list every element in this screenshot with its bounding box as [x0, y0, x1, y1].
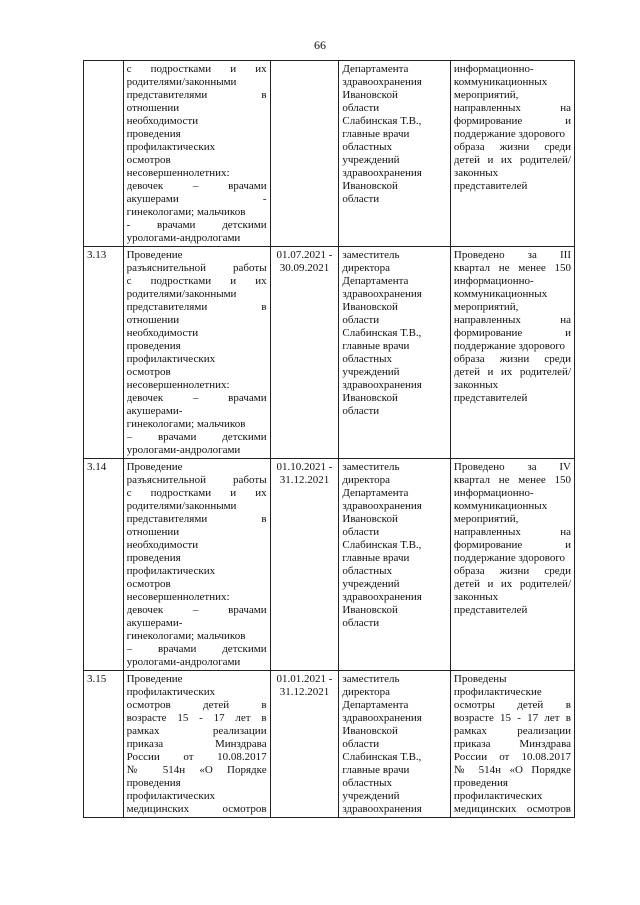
cell-text-line: осмотров: [126, 578, 171, 590]
cell-text-line: № 514н «О Порядке: [453, 764, 571, 776]
cell-text-line: 01.07.2021 -: [276, 249, 333, 261]
cell-text-line: формирование и: [453, 115, 571, 127]
cell-text-line: рамках реализации: [453, 725, 571, 737]
cell-text-line: информационно-: [453, 63, 534, 75]
date-cell: [270, 247, 339, 459]
cell-text-line: родителями/законными: [126, 288, 237, 300]
cell-text-line: заместитель: [342, 673, 400, 685]
cell-text-line: законных: [453, 591, 499, 603]
responsible-cell: [339, 247, 451, 459]
cell-text-line: медицинских осмотров: [453, 803, 571, 815]
cell-text-line: областных: [342, 141, 393, 153]
cell-text-line: области: [342, 738, 380, 750]
cell-text-line: поддержание здорового: [453, 552, 566, 564]
cell-text-line: с подростками и их: [126, 275, 267, 287]
cell-text-line: Слабинская Т.В.,: [342, 327, 422, 339]
cell-text-line: 01.01.2021 -: [276, 673, 333, 685]
event-cell: [123, 459, 270, 671]
cell-text-line: областных: [342, 777, 393, 789]
cell-text-line: Департамента: [342, 699, 409, 711]
date-cell: [270, 671, 339, 818]
table-row: [84, 61, 575, 247]
cell-text-line: отношении: [126, 314, 180, 326]
cell-text-line: акушерами-: [126, 617, 183, 629]
cell-text-line: информационно-: [453, 487, 534, 499]
cell-text-line: учреждений: [342, 366, 400, 378]
cell-text-line: девочек – врачами: [126, 180, 267, 192]
cell-text-line: необходимости: [126, 539, 199, 551]
cell-text-line: несовершеннолетних:: [126, 167, 230, 179]
cell-text-line: акушерами-: [126, 405, 183, 417]
cell-text-line: возрасте 15 - 17 лет в: [453, 712, 571, 724]
cell-text-line: Департамента: [342, 275, 409, 287]
cell-text-line: области: [342, 405, 380, 417]
cell-text-line: Ивановской: [342, 725, 398, 737]
cell-text-line: проведения: [126, 777, 181, 789]
responsible-cell: [339, 459, 451, 671]
cell-text-line: детей и их родителей/: [453, 154, 571, 166]
row-number-cell: 3.14: [84, 459, 124, 671]
cell-text-line: области: [342, 617, 380, 629]
cell-text-line: заместитель: [342, 461, 400, 473]
event-cell: [123, 61, 270, 247]
cell-text-line: Ивановской: [342, 392, 398, 404]
cell-text-line: России от 10.08.2017: [453, 751, 571, 763]
cell-text-line: несовершеннолетних:: [126, 379, 230, 391]
cell-text-line: учреждений: [342, 578, 400, 590]
cell-text-line: разъяснительной работы: [126, 474, 267, 486]
cell-text-line: гинекологами; мальчиков: [126, 630, 246, 642]
cell-text-line: формирование и: [453, 327, 571, 339]
cell-text-line: профилактических: [126, 141, 216, 153]
cell-text-line: учреждений: [342, 790, 400, 802]
cell-text-line: коммуникационных: [453, 288, 548, 300]
cell-text-line: главные врачи: [342, 764, 410, 776]
cell-text-line: областных: [342, 353, 393, 365]
row-number-cell: [84, 61, 124, 247]
cell-text-line: области: [342, 314, 380, 326]
cell-text-line: 01.10.2021 -: [276, 461, 333, 473]
table-row: [84, 671, 575, 818]
result-cell: [450, 61, 574, 247]
cell-text-line: директора: [342, 262, 390, 274]
cell-text-line: директора: [342, 474, 390, 486]
result-cell: [450, 671, 574, 818]
cell-text-line: здравоохранения: [342, 500, 422, 512]
cell-text-line: отношении: [126, 526, 180, 538]
cell-text-line: проведения: [453, 777, 508, 789]
cell-text-line: 30.09.2021: [279, 262, 330, 274]
cell-text-line: отношении: [126, 102, 180, 114]
cell-text-line: представителями в: [126, 301, 267, 313]
cell-text-line: здравоохранения: [342, 591, 422, 603]
cell-text-line: необходимости: [126, 327, 199, 339]
cell-text-line: заместитель: [342, 249, 400, 261]
cell-text-line: мероприятий,: [453, 301, 519, 313]
table-row: [84, 247, 575, 459]
cell-text-line: детей и их родителей/: [453, 366, 571, 378]
cell-text-line: – врачами детскими: [126, 643, 267, 655]
cell-text-line: главные врачи: [342, 552, 410, 564]
cell-text-line: информационно-: [453, 275, 534, 287]
cell-text-line: направленных на: [453, 526, 571, 538]
cell-text-line: урологами-андрологами: [126, 232, 241, 244]
cell-text-line: Департамента: [342, 487, 409, 499]
cell-text-line: гинекологами; мальчиков: [126, 206, 246, 218]
cell-text-line: профилактических: [453, 790, 543, 802]
cell-text-line: урологами-андрологами: [126, 444, 241, 456]
cell-text-line: Проведение: [126, 673, 183, 685]
cell-text-line: Ивановской: [342, 301, 398, 313]
cell-text-line: здравоохранения: [342, 379, 422, 391]
cell-text-line: здравоохранения: [342, 712, 422, 724]
cell-text-line: представителями в: [126, 513, 267, 525]
cell-text-line: представителей: [453, 180, 528, 192]
responsible-cell: [339, 61, 451, 247]
cell-text-line: России от 10.08.2017: [126, 751, 267, 763]
cell-text-line: родителями/законными: [126, 76, 237, 88]
cell-text-line: мероприятий,: [453, 513, 519, 525]
cell-text-line: медицинских осмотров: [126, 803, 267, 815]
cell-text-line: коммуникационных: [453, 76, 548, 88]
cell-text-line: с подростками и их: [126, 63, 267, 75]
cell-text-line: осмотров детей в: [126, 699, 267, 711]
cell-text-line: родителями/законными: [126, 500, 237, 512]
cell-text-line: приказа Минздрава: [126, 738, 267, 750]
date-cell: [270, 61, 339, 247]
cell-text-line: образа жизни среди: [453, 353, 571, 365]
cell-text-line: учреждений: [342, 154, 400, 166]
cell-text-line: квартал не менее 150: [453, 262, 571, 274]
cell-text-line: поддержание здорового: [453, 340, 566, 352]
cell-text-line: Слабинская Т.В.,: [342, 539, 422, 551]
cell-text-line: осмотры детей в: [453, 699, 571, 711]
result-cell: [450, 247, 574, 459]
cell-text-line: Проведение: [126, 249, 183, 261]
cell-text-line: области: [342, 193, 380, 205]
cell-text-line: 31.12.2021: [279, 474, 330, 486]
cell-text-line: направленных на: [453, 102, 571, 114]
cell-text-line: представителями в: [126, 89, 267, 101]
cell-text-line: образа жизни среди: [453, 565, 571, 577]
cell-text-line: профилактических: [126, 686, 216, 698]
cell-text-line: профилактических: [126, 353, 216, 365]
cell-text-line: проведения: [126, 340, 181, 352]
cell-text-line: профилактических: [126, 790, 216, 802]
cell-text-line: законных: [453, 167, 499, 179]
cell-text-line: разъяснительной работы: [126, 262, 267, 274]
cell-text-line: необходимости: [126, 115, 199, 127]
cell-text-line: № 514н «О Порядке: [126, 764, 267, 776]
cell-text-line: - врачами детскими: [126, 219, 267, 231]
cell-text-line: здравоохранения: [342, 288, 422, 300]
cell-text-line: образа жизни среди: [453, 141, 571, 153]
cell-text-line: проведения: [126, 128, 181, 140]
cell-text-line: гинекологами; мальчиков: [126, 418, 246, 430]
result-cell: [450, 459, 574, 671]
cell-text-line: мероприятий,: [453, 89, 519, 101]
cell-text-line: осмотров: [126, 366, 171, 378]
cell-text-line: главные врачи: [342, 128, 410, 140]
cell-text-line: Ивановской: [342, 513, 398, 525]
cell-text-line: проведения: [126, 552, 181, 564]
cell-text-line: приказа Минздрава: [453, 738, 571, 750]
measures-table: [83, 60, 575, 818]
cell-text-line: формирование и: [453, 539, 571, 551]
cell-text-line: рамках реализации: [126, 725, 267, 737]
cell-text-line: Ивановской: [342, 180, 398, 192]
cell-text-line: здравоохранения: [342, 76, 422, 88]
cell-text-line: Департамента: [342, 63, 409, 75]
cell-text-line: возрасте 15 - 17 лет в: [126, 712, 267, 724]
cell-text-line: Ивановской: [342, 89, 398, 101]
cell-text-line: областных: [342, 565, 393, 577]
cell-text-line: осмотров: [126, 154, 171, 166]
cell-text-line: профилактические: [453, 686, 542, 698]
cell-text-line: Слабинская Т.В.,: [342, 115, 422, 127]
cell-text-line: 31.12.2021: [279, 686, 330, 698]
cell-text-line: девочек – врачами: [126, 392, 267, 404]
cell-text-line: профилактических: [126, 565, 216, 577]
date-cell: [270, 459, 339, 671]
cell-text-line: области: [342, 526, 380, 538]
cell-text-line: квартал не менее 150: [453, 474, 571, 486]
cell-text-line: детей и их родителей/: [453, 578, 571, 590]
cell-text-line: области: [342, 102, 380, 114]
cell-text-line: Проведено за IV: [453, 461, 571, 473]
row-number-cell: 3.15: [84, 671, 124, 818]
cell-text-line: урологами-андрологами: [126, 656, 241, 668]
cell-text-line: Проведено за III: [453, 249, 571, 261]
table-row: [84, 459, 575, 671]
cell-text-line: здравоохранения: [342, 803, 422, 815]
cell-text-line: поддержание здорового: [453, 128, 566, 140]
cell-text-line: представителей: [453, 604, 528, 616]
cell-text-line: директора: [342, 686, 390, 698]
cell-text-line: главные врачи: [342, 340, 410, 352]
cell-text-line: Слабинская Т.В.,: [342, 751, 422, 763]
cell-text-line: – врачами детскими: [126, 431, 267, 443]
cell-text-line: коммуникационных: [453, 500, 548, 512]
cell-text-line: Проведены: [453, 673, 507, 685]
cell-text-line: девочек – врачами: [126, 604, 267, 616]
cell-text-line: законных: [453, 379, 499, 391]
cell-text-line: Ивановской: [342, 604, 398, 616]
responsible-cell: [339, 671, 451, 818]
cell-text-line: с подростками и их: [126, 487, 267, 499]
cell-text-line: акушерами -: [126, 193, 267, 205]
cell-text-line: представителей: [453, 392, 528, 404]
cell-text-line: направленных на: [453, 314, 571, 326]
cell-text-line: Проведение: [126, 461, 183, 473]
page-number: 66: [314, 38, 326, 52]
event-cell: [123, 247, 270, 459]
cell-text-line: здравоохранения: [342, 167, 422, 179]
row-number-cell: 3.13: [84, 247, 124, 459]
event-cell: [123, 671, 270, 818]
cell-text-line: несовершеннолетних:: [126, 591, 230, 603]
